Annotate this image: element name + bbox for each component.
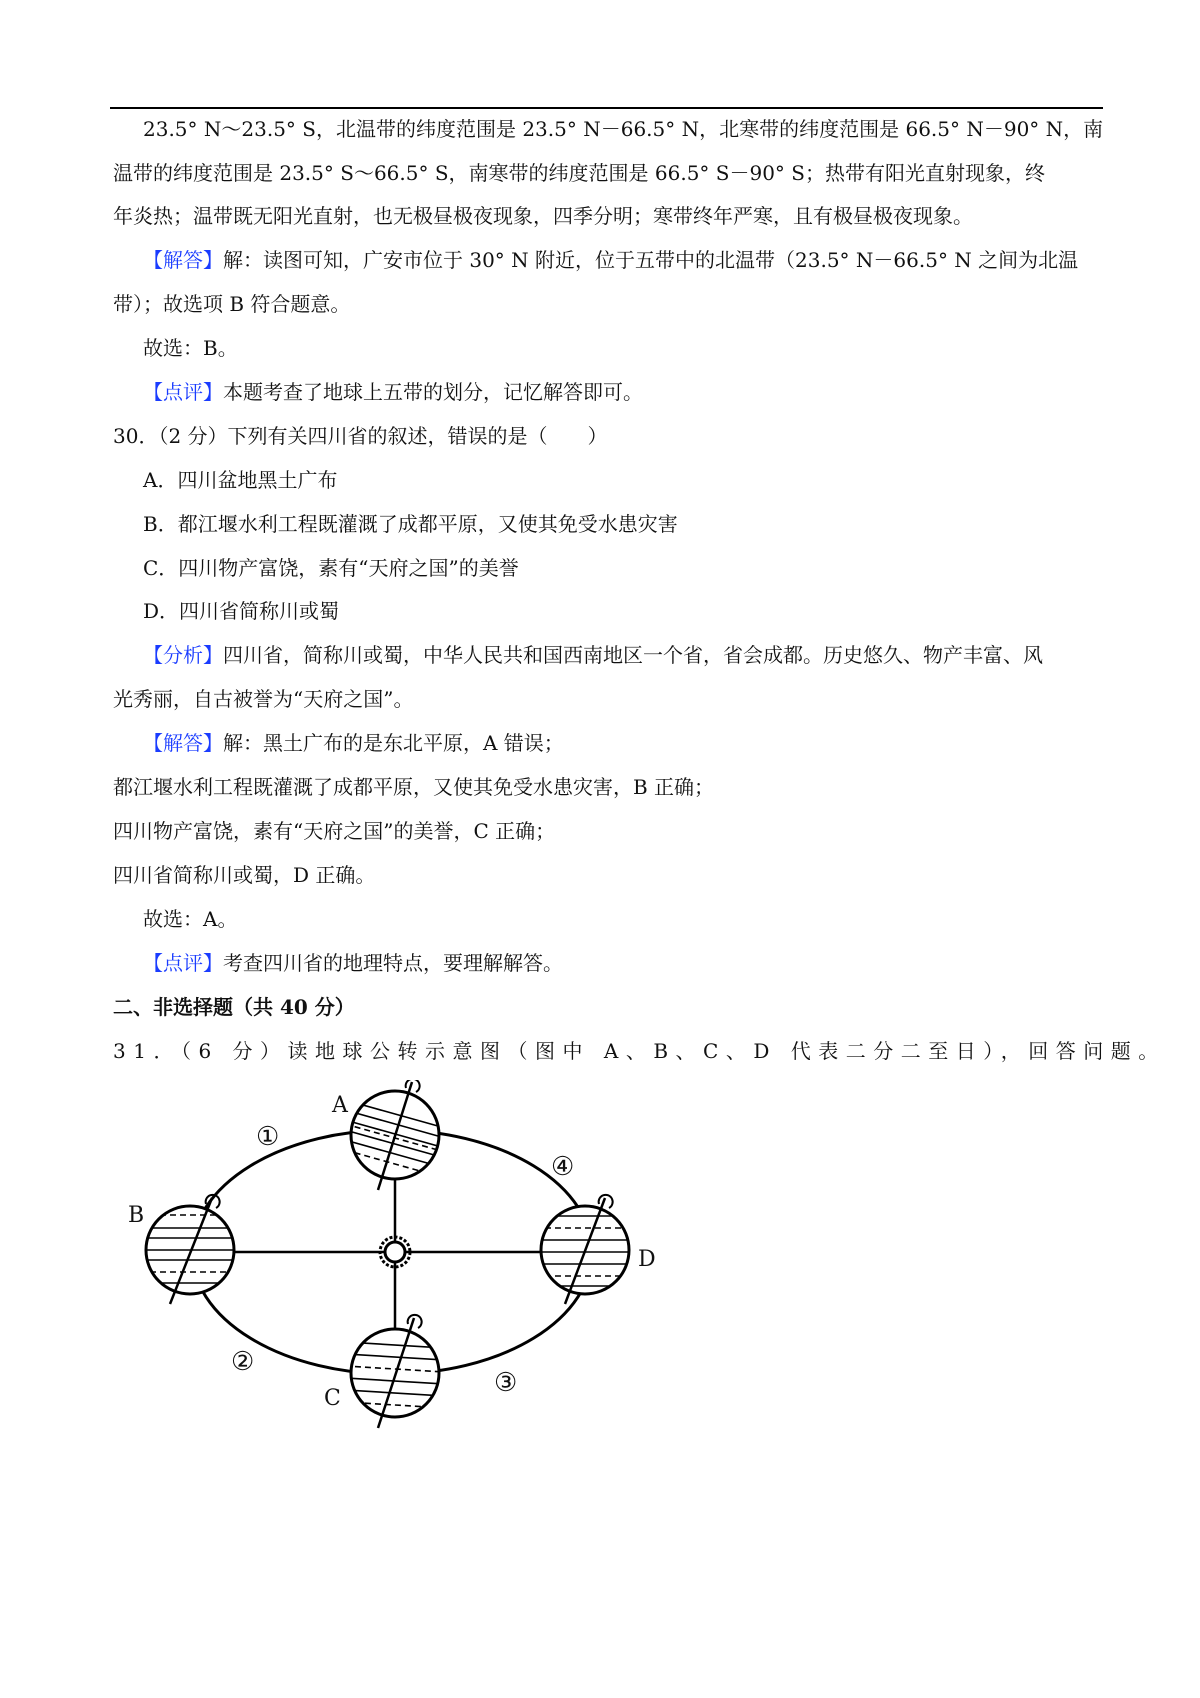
text-line: 带）；故选项 B 符合题意。 (113, 292, 351, 316)
answer-tag: 【解答】 (143, 731, 223, 755)
earth-revolution-diagram (120, 1080, 680, 1450)
segment-2: ② (231, 1347, 255, 1377)
answer-line (143, 247, 1078, 273)
segment-4: ④ (551, 1152, 575, 1182)
sun-icon (380, 1237, 410, 1267)
option-d: D．四川省简称川或蜀 (143, 599, 340, 623)
comment-tag: 【点评】 (143, 380, 223, 404)
header-rule (110, 107, 1103, 109)
text-line: 23.5° N～23.5° S，北温带的纬度范围是 23.5° N－66.5° N，北寒带的纬度范围是 66.5° N－90° N，南 (143, 117, 1104, 141)
answer-text: 解：黑土广布的是东北平原，A 错误； (223, 731, 564, 755)
label-A: A (332, 1093, 348, 1118)
option-a: A．四川盆地黑土广布 (143, 468, 338, 492)
option-b: B．都江堰水利工程既灌溉了成都平原，又使其免受水患灾害 (143, 512, 678, 536)
text-line: 四川省简称川或蜀，D 正确。 (113, 863, 376, 887)
comment-line (143, 950, 563, 976)
text-line: 光秀丽，自古被誉为“天府之国”。 (113, 687, 414, 711)
label-B: B (128, 1203, 145, 1228)
analysis-line (143, 642, 1043, 668)
text-line: 都江堰水利工程既灌溉了成都平原，又使其免受水患灾害，B 正确； (113, 775, 715, 799)
earth-C (345, 1315, 445, 1428)
analysis-text: 四川省，简称川或蜀，中华人民共和国西南地区一个省，省会成都。历史悠久、物产丰富、风 (223, 643, 1043, 667)
text-line: 四川物产富饶，素有“天府之国”的美誉，C 正确； (113, 819, 556, 843)
text-line: 温带的纬度范围是 23.5° S～66.5° S，南寒带的纬度范围是 66.5° S－90° S；热带有阳光直射现象，终 (113, 161, 1045, 185)
comment-line (143, 379, 643, 405)
analysis-tag: 【分析】 (143, 643, 223, 667)
comment-text: 考查四川省的地理特点，要理解解答。 (223, 951, 563, 975)
label-C: C (324, 1386, 341, 1411)
earth-D (535, 1195, 635, 1304)
choice-line: 故选：A。 (143, 907, 238, 931)
question-31: 31．（6 分）读地球公转示意图（图中 A、B、C、D 代表二分二至日），回答问题。 (113, 1039, 1166, 1063)
option-c: C．四川物产富饶，素有“天府之国”的美誉 (143, 556, 519, 580)
earth-B (140, 1195, 240, 1304)
text-line: 年炎热；温带既无阳光直射，也无极昼极夜现象，四季分明；寒带终年严寒，且有极昼极夜现象。 (113, 204, 973, 228)
comment-text: 本题考查了地球上五带的划分，记忆解答即可。 (223, 380, 643, 404)
comment-tag: 【点评】 (143, 951, 223, 975)
earth-A (345, 1080, 445, 1190)
question-30: 30．（2 分）下列有关四川省的叙述，错误的是（ ） (113, 424, 608, 448)
answer-tag: 【解答】 (143, 248, 223, 272)
segment-3: ③ (494, 1368, 518, 1398)
answer-text: 解：读图可知，广安市位于 30° N 附近，位于五带中的北温带（23.5° N－66.5° N 之间为北温 (223, 248, 1079, 272)
segment-1: ① (256, 1122, 280, 1152)
answer-line (143, 730, 564, 756)
label-D: D (638, 1247, 656, 1272)
choice-line: 故选：B。 (143, 336, 238, 360)
section-heading: 二、非选择题（共 40 分） (113, 995, 355, 1019)
